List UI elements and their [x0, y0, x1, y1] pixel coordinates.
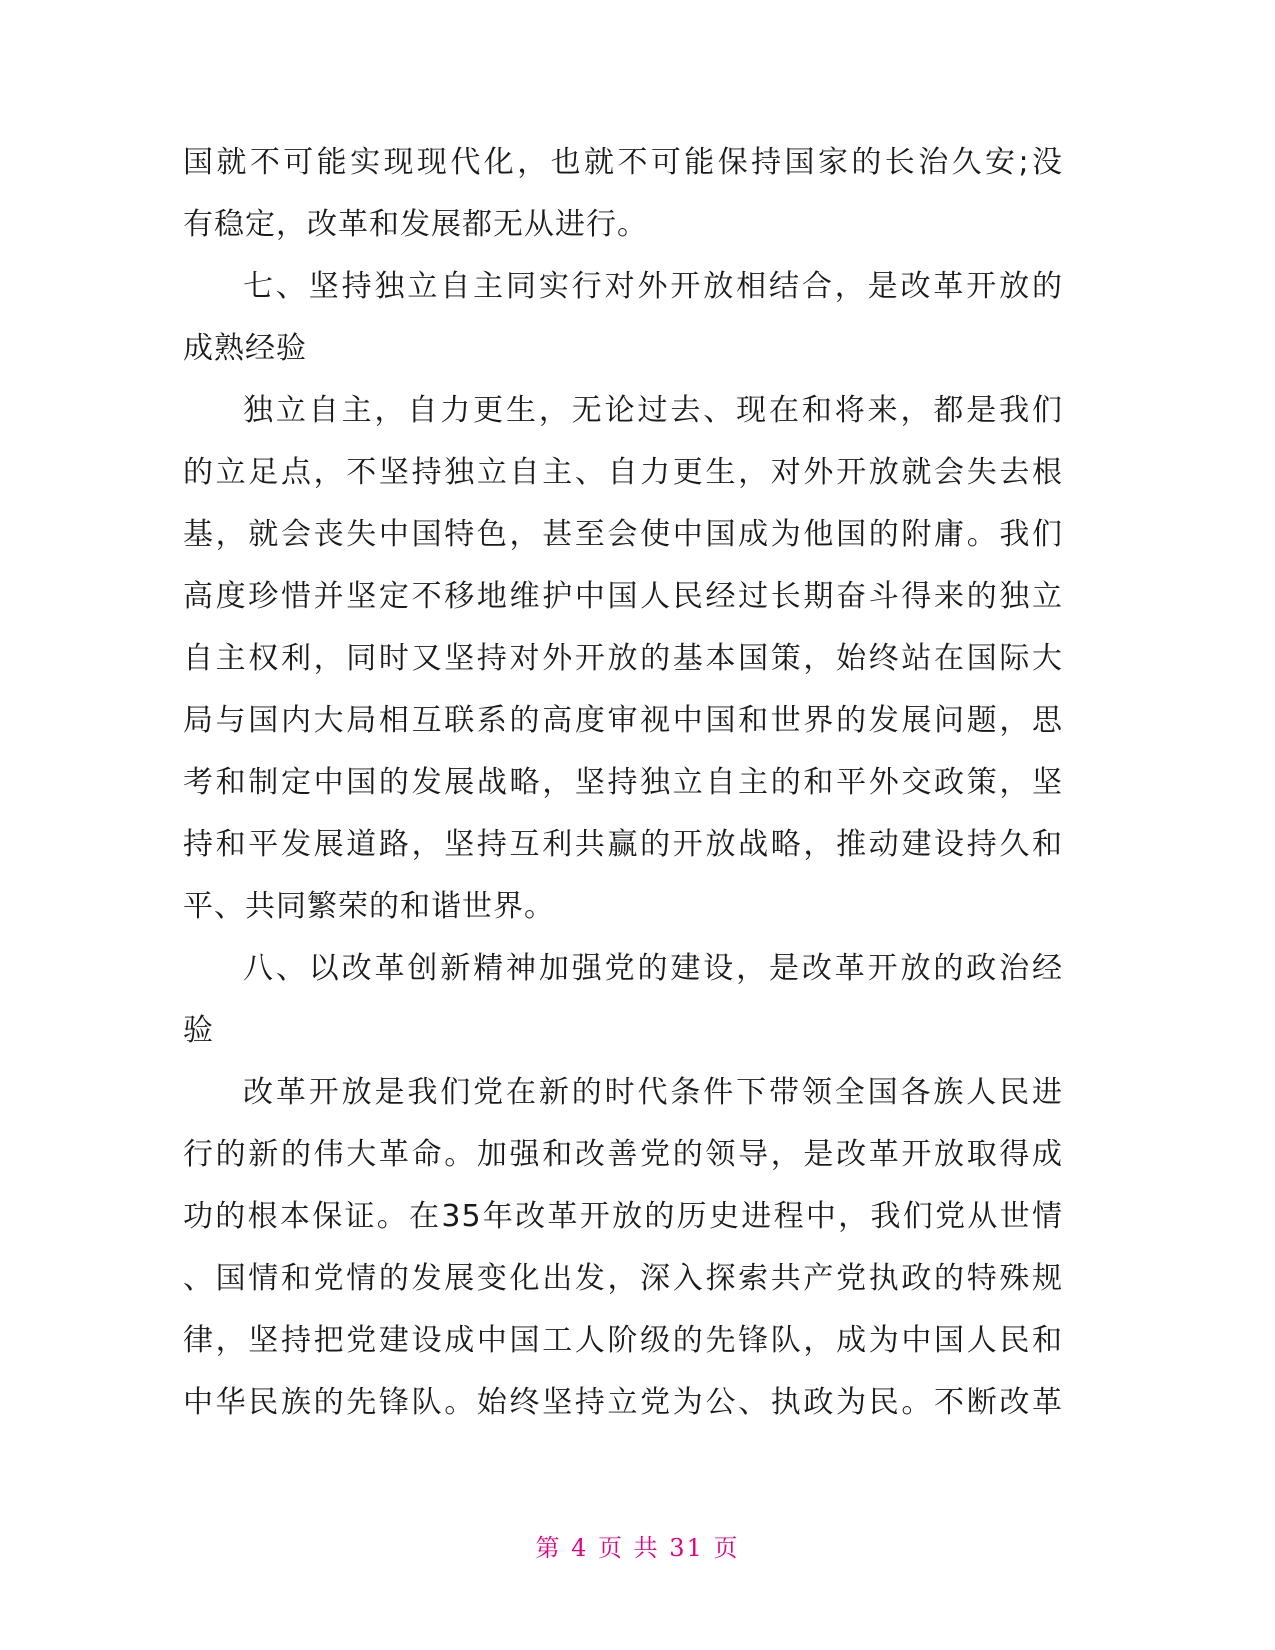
text-line: 自主权利，同时又坚持对外开放的基本国策，始终站在国际大: [183, 641, 1063, 676]
text-line: 持和平发展道路，坚持互利共赢的开放战略，推动建设持久和: [183, 827, 1063, 862]
text-line: 功的根本保证。在35年改革开放的历史进程中，我们党从世情: [183, 1199, 1063, 1234]
section-heading: 成熟经验: [183, 331, 307, 366]
text-line: 、国情和党情的发展变化出发，深入探索共产党执政的特殊规: [183, 1261, 1063, 1296]
text-line: 国就不可能实现现代化，也就不可能保持国家的长治久安;没: [183, 145, 1063, 180]
section-heading: 七、坚持独立自主同实行对外开放相结合，是改革开放的: [243, 269, 1063, 304]
section-heading: 八、以改革创新精神加强党的建设，是改革开放的政治经: [243, 951, 1063, 986]
text-line: 平、共同繁荣的和谐世界。: [183, 889, 555, 924]
text-line: 有稳定，改革和发展都无从进行。: [183, 207, 648, 242]
page-number-footer: 第 4 页 共 31 页: [535, 1534, 740, 1562]
text-line: 律，坚持把党建设成中国工人阶级的先锋队，成为中国人民和: [183, 1323, 1063, 1358]
text-line: 考和制定中国的发展战略，坚持独立自主的和平外交政策，坚: [183, 765, 1063, 800]
text-line: 高度珍惜并坚定不移地维护中国人民经过长期奋斗得来的独立: [183, 579, 1063, 614]
text-line: 局与国内大局相互联系的高度审视中国和世界的发展问题，思: [183, 703, 1063, 738]
text-line: 基，就会丧失中国特色，甚至会使中国成为他国的附庸。我们: [183, 517, 1063, 552]
text-line: 独立自主，自力更生，无论过去、现在和将来，都是我们: [243, 393, 1063, 428]
text-line: 的立足点，不坚持独立自主、自力更生，对外开放就会失去根: [183, 455, 1063, 490]
text-line: 行的新的伟大革命。加强和改善党的领导，是改革开放取得成: [183, 1137, 1063, 1172]
section-heading: 验: [183, 1013, 214, 1048]
text-line: 改革开放是我们党在新的时代条件下带领全国各族人民进: [243, 1075, 1063, 1110]
text-line: 中华民族的先锋队。始终坚持立党为公、执政为民。不断改革: [183, 1385, 1063, 1420]
